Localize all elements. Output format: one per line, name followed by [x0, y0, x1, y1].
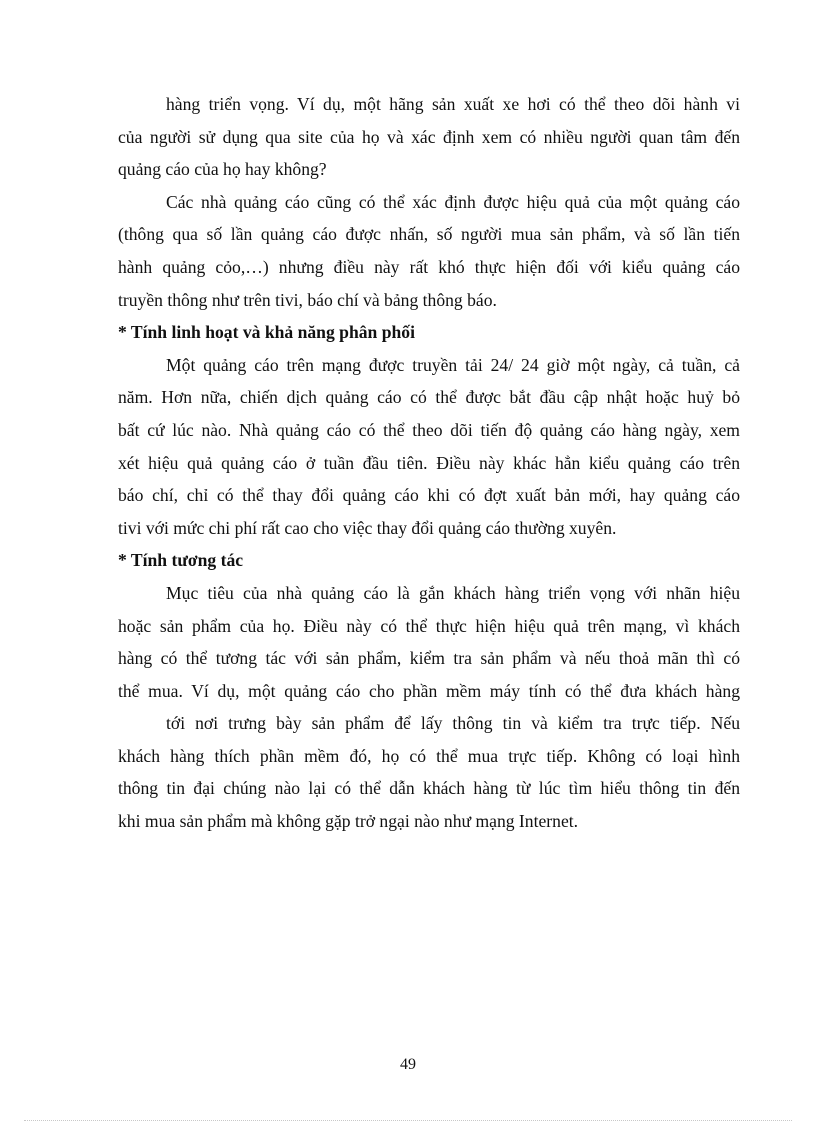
text-line: hoặc sản phẩm của họ. Điều này có thể thực hiện hiệu quả trên mạng, vì khách — [118, 615, 740, 636]
text-line: Mục tiêu của nhà quảng cáo là gắn khách hàng triển vọng với nhãn hiệu — [166, 582, 740, 603]
text-line: năm. Hơn nữa, chiến dịch quảng cáo có thể được bắt đầu cập nhật hoặc huỷ bỏ — [118, 387, 740, 408]
page-number: 49 — [400, 1056, 416, 1073]
text-line: Các nhà quảng cáo cũng có thể xác định được hiệu quả của một quảng cáo — [166, 191, 740, 212]
text-line: báo chí, chỉ có thể thay đổi quảng cáo khi có đợt xuất bản mới, hay quảng cáo — [118, 485, 740, 506]
text-line: hàng có thể tương tác với sản phẩm, kiểm tra sản phẩm và nếu thoả mãn thì có — [118, 648, 740, 669]
section-heading: * Tính tương tác — [118, 550, 244, 571]
text-line: hành quảng cỏo,…) nhưng điều này rất khó thực hiện đối với kiểu quảng cáo — [118, 256, 740, 277]
paragraph — [118, 577, 740, 838]
text-line: thông tin đại chúng nào lại có thể dẫn khách hàng từ lúc tìm hiểu thông tin đến — [118, 778, 740, 799]
text-line: tivi với mức chi phí rất cao cho việc thay đổi quảng cáo thường xuyên. — [118, 517, 617, 538]
text-line: tới nơi trưng bày sản phẩm để lấy thông tin và kiểm tra trực tiếp. Nếu — [166, 713, 740, 734]
text-line: quảng cáo của họ hay không? — [118, 159, 327, 180]
text-line: (thông qua số lần quảng cáo được nhấn, số người mua sản phẩm, và số lần tiến — [118, 224, 740, 245]
text-line: thể mua. Ví dụ, một quảng cáo cho phần mềm máy tính có thể đưa khách hàng — [118, 680, 740, 701]
footer-dotted-rule — [24, 1120, 792, 1121]
text-line: truyền thông như trên tivi, báo chí và bảng thông báo. — [118, 289, 497, 310]
text-line: Một quảng cáo trên mạng được truyền tải 24/ 24 giờ một ngày, cả tuần, cả — [166, 354, 740, 375]
paragraph — [118, 88, 740, 186]
text-line: của người sử dụng qua site của họ và xác định xem có nhiều người quan tâm đến — [118, 126, 740, 147]
text-line: khi mua sản phẩm mà không gặp trở ngại nào như mạng Internet. — [118, 811, 579, 832]
text-line: hàng triển vọng. Ví dụ, một hãng sản xuất xe hơi có thể theo dõi hành vi — [166, 94, 740, 114]
section-heading: * Tính linh hoạt và khả năng phân phối — [118, 322, 415, 343]
text-line: xét hiệu quả quảng cáo ở tuần đầu tiên. Điều này khác hẳn kiểu quảng cáo trên — [118, 452, 740, 473]
text-line: bất cứ lúc nào. Nhà quảng cáo có thể theo dõi tiến độ quảng cáo hàng ngày, xem — [118, 419, 740, 440]
paragraph — [118, 186, 740, 316]
document-body — [118, 88, 740, 838]
paragraph — [118, 349, 740, 545]
text-line: khách hàng thích phần mềm đó, họ có thể mua trực tiếp. Không có loại hình — [118, 745, 740, 766]
